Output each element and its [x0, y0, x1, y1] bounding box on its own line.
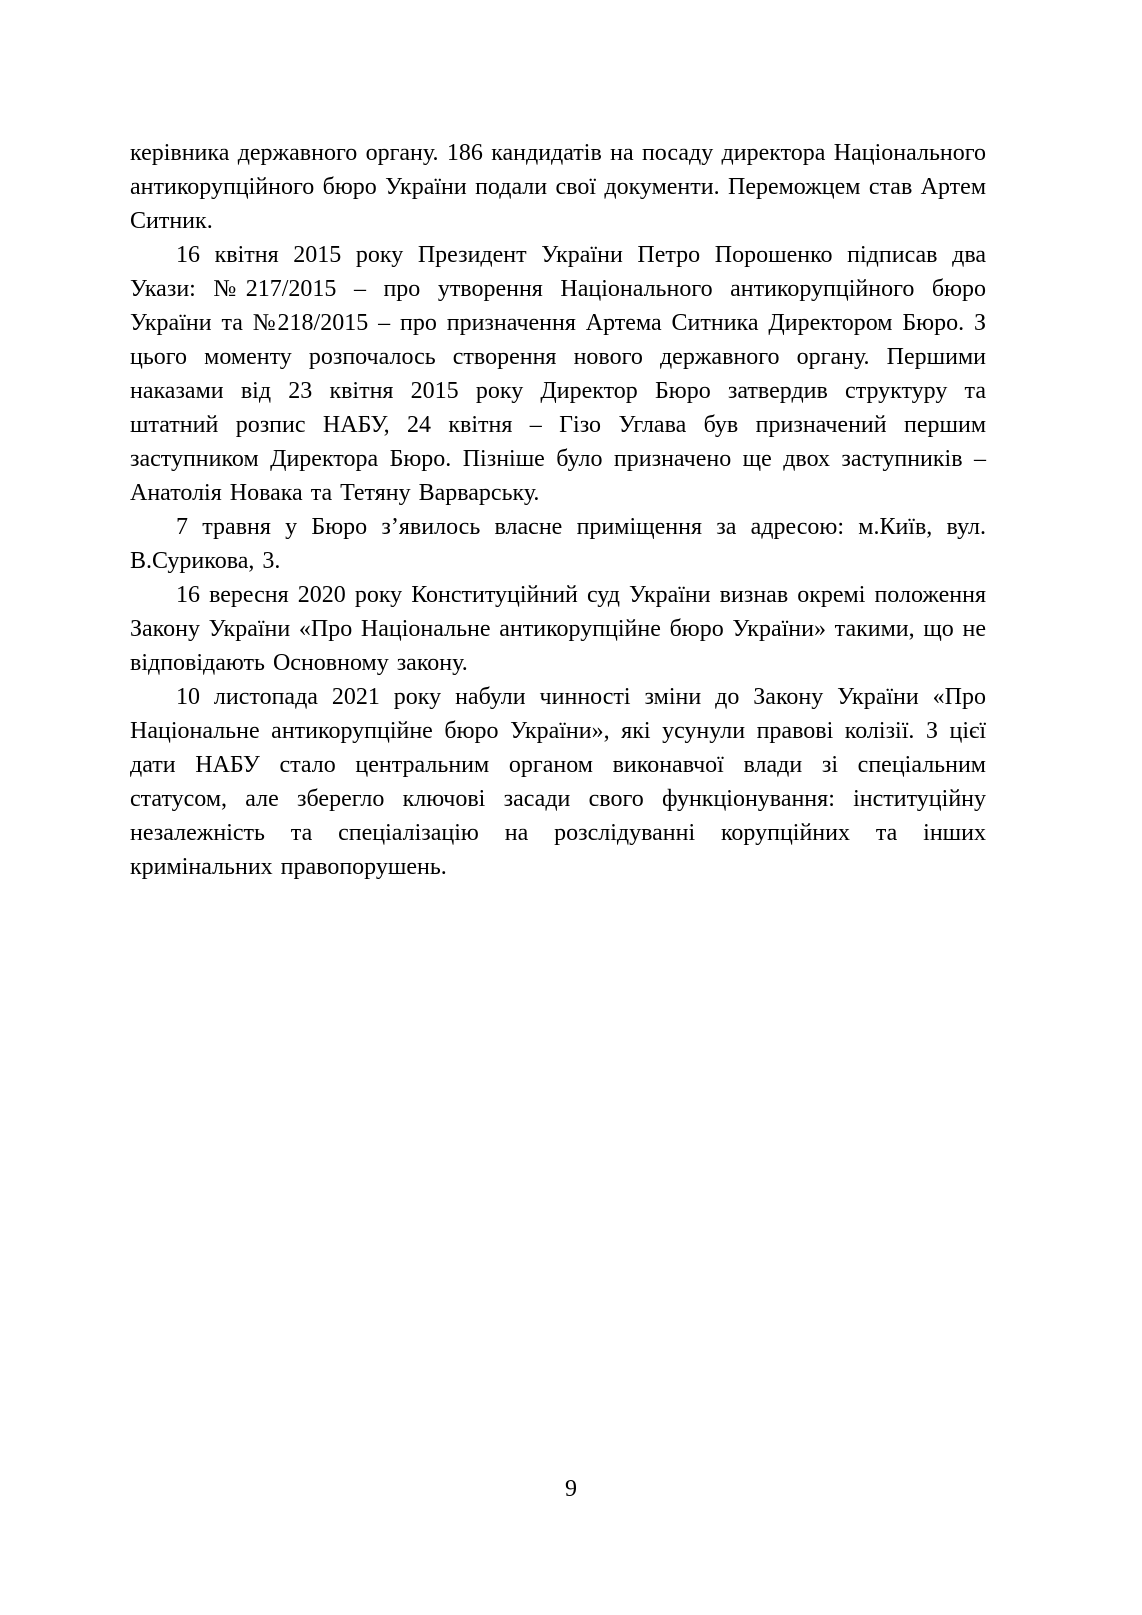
paragraph: 16 вересня 2020 року Конституційний суд України визнав окремі положення Закону України «Про Національне антикорупційне бюро України» такими, що не відповідають Основному закону.	[130, 582, 986, 676]
paragraph: 16 квітня 2015 року Президент України Петро Порошенко підписав два Укази: №217/2015 – про утворення Національного антикорупційного бюро України та №218/2015 – про призначення Артема Ситника Директором Бюро. З цього моменту розпочалось створення нового державного органу. Першими наказами від 23 квітня 2015 року Директор Бюро затвердив структуру та штатний розпис НАБУ, 24 квітня – Гізо Углава був призначений першим заступником Директора Бюро. Пізніше було призначено ще двох заступників – Анатолія Новака та Тетяну Варварську.	[130, 242, 986, 506]
body-text	[130, 136, 986, 884]
paragraph: 10 листопада 2021 року набули чинності зміни до Закону України «Про Національне антикорупційне бюро України», які усунули правові колізії. З цієї дати НАБУ стало центральним органом виконавчої влади зі спеціальним статусом, але зберегло ключові засади свого функціонування: інституційну незалежність та спеціалізацію на розслідуванні корупційних та інших кримінальних правопорушень.	[130, 684, 986, 880]
paragraph: 7 травня у Бюро з’явилось власне приміщення за адресою: м.Київ, вул. В.Сурикова, 3.	[130, 514, 986, 574]
page-number: 9	[565, 1476, 577, 1502]
paragraph: керівника державного органу. 186 кандидатів на посаду директора Національного антикорупційного бюро України подали свої документи. Переможцем став Артем Ситник.	[130, 140, 986, 234]
